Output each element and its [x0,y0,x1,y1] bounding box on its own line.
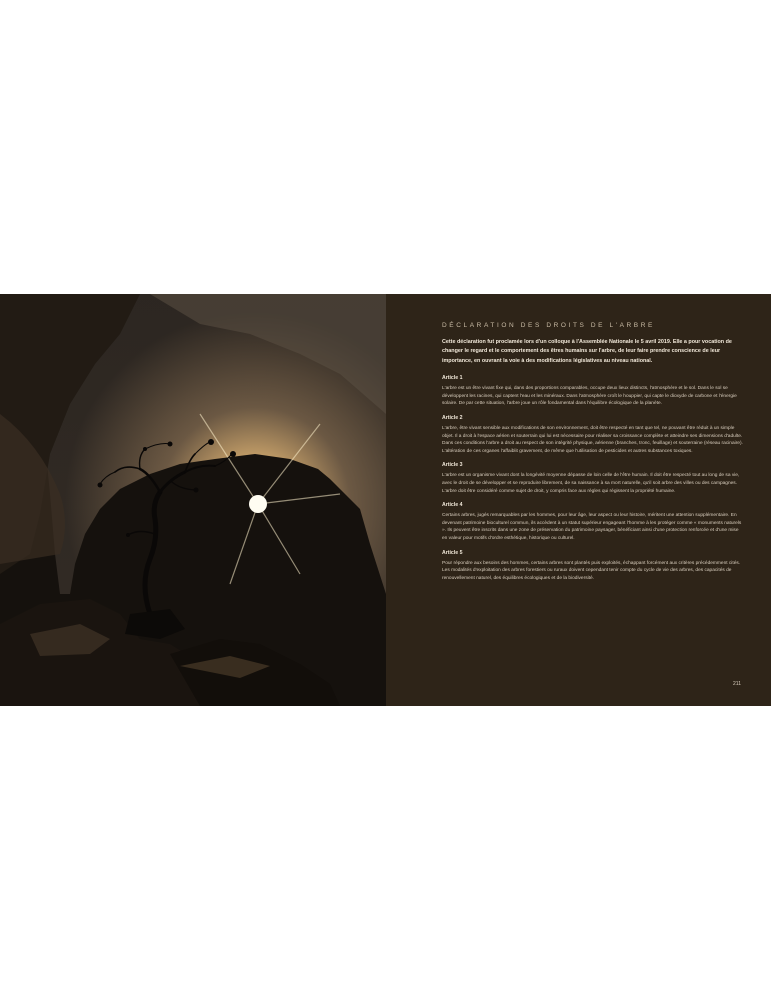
declaration-content [442,338,744,589]
article-body: Pour répondre aux besoins des hommes, certains arbres sont plantés puis exploités, échappant forcément aux critères précédemment cités. Les modalités d'exploitation des arbres forestiers ou ruraux doivent cependant tenir compte du cycle de vie des arbres, des capacités de renouvellement naturel, des équilibres écologiques et de la biodiversité. [442,560,741,581]
page-number: 211 [733,681,741,687]
article-body: L'arbre est un organisme vivant dont la longévité moyenne dépasse de loin celle de l'être humain. Il doit être respecté tout au long de sa vie, avec le droit de se développer et se reproduire librement, de sa naissance à sa mort naturelle, qu'il soit arbre des villes ou des campagnes. L'arbre doit être considéré comme sujet de droit, y compris face aux règles qui régissent la propriété humaine. [442,473,740,494]
article-5 [442,550,744,583]
article-3 [442,462,744,495]
article-body: Certains arbres, jugés remarquables par les hommes, pour leur âge, leur aspect ou leur histoire, méritent une attention supplémentaire. En devenant patrimoine bioculturel commun, ils accèdent à un statut supérieur engageant l'homme à les protéger comme « monuments naturels ». Ils peuvent être inscrits dans une zone de préservation du patrimoine paysager, bénéficiant ainsi d'une protection renforcée et d'une mise en valeur pour motifs d'ordre esthétique, historique ou culturel. [442,513,742,541]
intro-paragraph: Cette déclaration fut proclamée lors d'un colloque à l'Assemblée Nationale le 5 avril 2019. Elle a pour vocation de changer le regard et le comportement des êtres humains sur l'arbre, de leur faire prendre conscience de leur importance, en ouvrant la voie à des modifications législatives au niveau national. [442,339,732,364]
book-spread [0,294,771,706]
article-heading: Article 5 [442,549,463,556]
page-title: DÉCLARATION DES DROITS DE L'ARBRE [442,322,655,329]
article-heading: Article 1 [442,375,463,382]
cave-tree-photo [0,294,386,706]
article-body: L'arbre, être vivant sensible aux modifications de son environnement, doit être respecté en tant que tel, ne pouvant être réduit à un simple objet. Il a droit à l'espace aérien et souterrain qui lui est nécessaire pour réaliser sa croissance complète et atteindre ses dimensions d'adulte. Dans ces conditions l'arbre a droit au respect de son intégrité physique, aérienne (branches, tronc, feuillage) et souterraine (réseau racinaire). L'altération de ces organes l'affaiblit gravement, de même que l'utilisation de pesticides et autres substances toxiques. [442,426,743,454]
article-4 [442,502,744,542]
article-1 [442,375,744,408]
article-heading: Article 2 [442,415,463,421]
cave-tree-photo-drawing [0,294,386,706]
article-body: L'arbre est un être vivant fixe qui, dans des proportions comparables, occupe deux lieux distincts, l'atmosphère et le sol. Dans le sol se développent les racines, qui captent l'eau et les minéraux. Dans l'atmosphère croît le houppier, qui capte le dioxyde de carbone et l'énergie solaire. De par cette situation, l'arbre joue un rôle fondamental dans l'équilibre écologique de la planète. [442,386,737,407]
article-2 [442,415,744,455]
article-heading: Article 4 [442,502,463,509]
article-heading: Article 3 [442,462,463,469]
declaration-text-page [386,294,771,706]
